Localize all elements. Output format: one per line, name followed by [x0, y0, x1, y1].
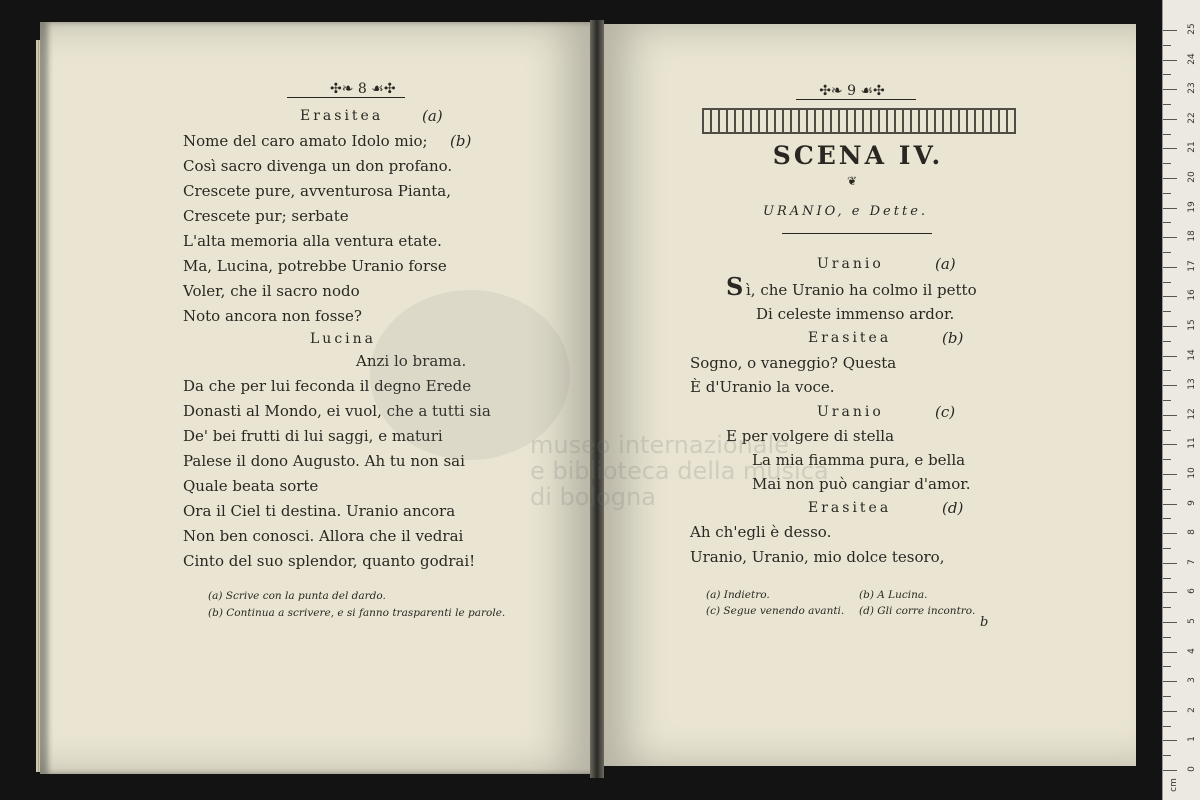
ornament-right: ☙✣	[856, 83, 885, 99]
stage-mark: (a)	[422, 107, 443, 125]
ruler-half-tick	[1163, 666, 1171, 667]
ruler-number: 19	[1187, 200, 1197, 213]
ruler-number: 16	[1187, 289, 1197, 302]
verse-line: Cinto del suo splendor, quanto godrai!	[183, 552, 476, 570]
ruler-half-tick	[1163, 548, 1171, 549]
speaker-uranio: Uranio	[817, 256, 884, 272]
ruler-number: 22	[1187, 112, 1197, 124]
ruler-tick	[1163, 563, 1177, 564]
ruler-tick	[1163, 740, 1177, 741]
verse-line: Così sacro divenga un don profano.	[183, 157, 453, 175]
verse-line: Non ben conosci. Allora che il vedrai	[183, 527, 464, 545]
ruler-tick	[1163, 533, 1177, 534]
verse-line: ì, che Uranio ha colmo il petto	[746, 281, 977, 299]
ruler-number: 8	[1187, 529, 1197, 536]
ruler-number: 5	[1187, 618, 1197, 624]
ruler-number: 6	[1187, 588, 1197, 595]
ruler-number: 18	[1187, 230, 1197, 242]
header-rule	[796, 99, 916, 100]
stage-mark: (d)	[942, 499, 964, 517]
ruler-number: 23	[1187, 82, 1197, 94]
footnote: (a) Scrive con la punta del dardo.	[208, 590, 386, 602]
verse-line: L'alta memoria alla ventura etate.	[183, 232, 442, 250]
signature-mark: b	[980, 615, 989, 630]
decorative-band	[702, 108, 1016, 134]
speaker-erasitea: Erasitea	[300, 108, 384, 124]
ruler-tick	[1163, 326, 1177, 327]
measurement-ruler	[1162, 0, 1200, 800]
ruler-half-tick	[1163, 252, 1171, 253]
ruler-number: 24	[1187, 52, 1197, 65]
ruler-tick	[1163, 385, 1177, 386]
ruler-half-tick	[1163, 134, 1171, 135]
ruler-half-tick	[1163, 45, 1171, 46]
ruler-tick	[1163, 356, 1177, 357]
ruler-tick	[1163, 267, 1177, 268]
ruler-half-tick	[1163, 696, 1171, 697]
verse-line: Quale beata sorte	[183, 477, 319, 495]
speaker-uranio: Uranio	[817, 404, 884, 420]
ruler-number: 10	[1187, 467, 1197, 479]
ruler-tick	[1163, 178, 1177, 179]
right-page	[598, 24, 1136, 766]
ruler-tick	[1163, 89, 1177, 90]
ruler-number: 7	[1187, 558, 1197, 565]
ruler-number: 12	[1187, 408, 1197, 420]
ruler-number: 13	[1187, 378, 1197, 390]
verse-line: Ora il Ciel ti destina. Uranio ancora	[183, 502, 456, 520]
verse-line: La mia fiamma pura, e bella	[752, 451, 966, 469]
right-page-number: 9	[847, 83, 857, 99]
ruler-tick	[1163, 592, 1177, 593]
ruler-number: 1	[1187, 736, 1197, 743]
verse-line: Crescete pur; serbate	[183, 207, 349, 225]
ruler-tick	[1163, 237, 1177, 238]
right-page-number-block	[812, 82, 892, 100]
ruler-tick	[1163, 652, 1177, 653]
ruler-tick	[1163, 208, 1177, 209]
header-rule	[287, 97, 405, 98]
verse-line: Ah ch'egli è desso.	[690, 523, 832, 541]
ruler-half-tick	[1163, 311, 1171, 312]
verse-line: Di celeste immenso ardor.	[756, 305, 955, 323]
footnote: (b) Continua a scrivere, e si fanno trasparenti le parole.	[208, 607, 506, 619]
ruler-half-tick	[1163, 637, 1171, 638]
ruler-tick	[1163, 504, 1177, 505]
left-page-number: 8	[357, 81, 367, 97]
footnote: (b) A Lucina.	[859, 589, 928, 601]
watermark-line: di bologna	[530, 483, 656, 511]
left-page-number-block	[330, 80, 396, 98]
ruler-half-tick	[1163, 459, 1171, 460]
ruler-half-tick	[1163, 163, 1171, 164]
verse-line: Palese il dono Augusto. Ah tu non sai	[183, 452, 465, 470]
ruler-half-tick	[1163, 222, 1171, 223]
ruler-tick	[1163, 770, 1177, 771]
ruler-tick	[1163, 296, 1177, 297]
ornament-right: ☙✣	[366, 81, 396, 97]
speaker-erasitea: Erasitea	[808, 500, 892, 516]
ruler-tick	[1163, 415, 1177, 416]
verse-line: Mai non può cangiar d'amor.	[752, 475, 971, 493]
flourish-ornament: ❦	[846, 174, 858, 188]
flourish-rule	[782, 233, 932, 234]
ruler-half-tick	[1163, 104, 1171, 105]
watermark-line: e biblioteca della musica	[530, 457, 829, 485]
stage-mark: (c)	[935, 403, 956, 421]
speaker-erasitea: Erasitea	[808, 330, 892, 346]
ruler-half-tick	[1163, 489, 1171, 490]
ruler-tick	[1163, 30, 1177, 31]
ruler-tick	[1163, 474, 1177, 475]
verse-line: Nome del caro amato Idolo mio;	[183, 132, 428, 150]
footnote: (a) Indietro.	[706, 589, 770, 601]
verse-line: Uranio, Uranio, mio dolce tesoro,	[690, 548, 945, 566]
characters-line: URANIO, e Dette.	[763, 204, 929, 219]
ruler-tick	[1163, 119, 1177, 120]
ruler-number: 2	[1187, 706, 1197, 713]
ruler-number: 20	[1187, 171, 1197, 183]
ruler-number: 14	[1187, 348, 1197, 361]
scene-title: SCENA IV.	[772, 141, 944, 170]
ruler-tick	[1163, 622, 1177, 623]
ruler-tick	[1163, 148, 1177, 149]
verse-line: Ma, Lucina, potrebbe Uranio forse	[183, 257, 447, 275]
ruler-number: 11	[1187, 437, 1197, 450]
ruler-number: 4	[1187, 647, 1197, 654]
ruler-number: 17	[1187, 260, 1197, 272]
ruler-half-tick	[1163, 400, 1171, 401]
verse-line: Voler, che il sacro nodo	[183, 282, 360, 300]
verse-line: È d'Uranio la voce.	[690, 378, 835, 396]
ruler-number: 3	[1187, 677, 1197, 684]
footnote: (c) Segue venendo avanti.	[706, 605, 845, 617]
ruler-half-tick	[1163, 341, 1171, 342]
ruler-unit: cm	[1169, 778, 1179, 792]
verse-line: De' bei frutti di lui saggi, e maturi	[183, 427, 443, 445]
ruler-tick	[1163, 444, 1177, 445]
ruler-number: 9	[1187, 499, 1197, 506]
ruler-number: 25	[1187, 23, 1197, 35]
ruler-half-tick	[1163, 726, 1171, 727]
ruler-number: 15	[1187, 319, 1197, 331]
ruler-half-tick	[1163, 370, 1171, 371]
verse-line: E per volgere di stella	[726, 427, 895, 445]
watermark-line: museo internazionale	[530, 431, 789, 459]
drop-initial: S	[726, 272, 744, 301]
ruler-half-tick	[1163, 282, 1171, 283]
ruler-tick	[1163, 60, 1177, 61]
stage-mark: (b)	[450, 132, 472, 150]
ruler-half-tick	[1163, 755, 1171, 756]
ruler-half-tick	[1163, 193, 1171, 194]
ornament-left: ✣❧	[819, 83, 848, 99]
ruler-half-tick	[1163, 578, 1171, 579]
verse-line: Donasti al Mondo, ei vuol, che a tutti sia	[183, 402, 491, 420]
stage-mark: (b)	[942, 329, 964, 347]
ruler-half-tick	[1163, 607, 1171, 608]
book-gutter	[590, 20, 604, 778]
stage-mark: (a)	[935, 255, 956, 273]
ruler-half-tick	[1163, 74, 1171, 75]
verse-line: Da che per lui feconda il degno Erede	[183, 377, 472, 395]
verse-line: Noto ancora non fosse?	[183, 307, 362, 325]
footnote: (d) Gli corre incontro.	[859, 605, 976, 617]
ornament-left: ✣❧	[330, 81, 358, 97]
verse-line: Crescete pure, avventurosa Pianta,	[183, 182, 451, 200]
verse-line: Anzi lo brama.	[356, 352, 467, 370]
speaker-lucina: Lucina	[310, 331, 376, 347]
ruler-number: 0	[1187, 766, 1197, 772]
ruler-half-tick	[1163, 430, 1171, 431]
ruler-number: 21	[1187, 141, 1197, 154]
verse-line: Sogno, o vaneggio? Questa	[690, 354, 897, 372]
ruler-tick	[1163, 711, 1177, 712]
ruler-tick	[1163, 681, 1177, 682]
ruler-half-tick	[1163, 518, 1171, 519]
